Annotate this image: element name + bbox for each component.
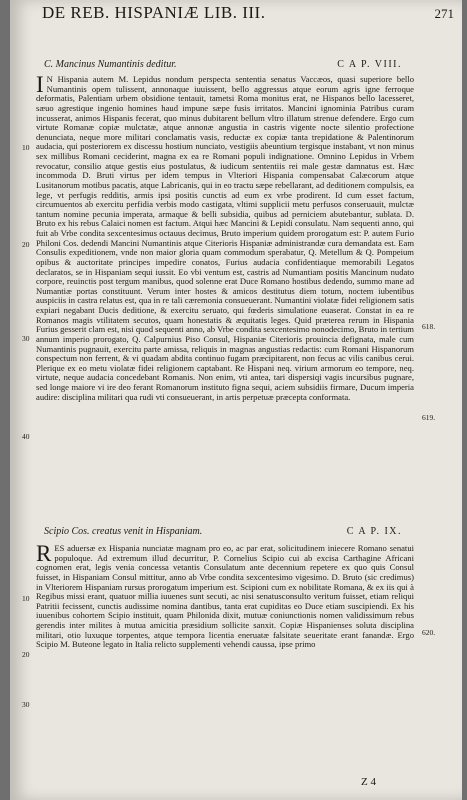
running-head [42,3,454,25]
margin-line-number: 10 [22,594,30,603]
margin-line-number: 30 [22,334,30,343]
chapter-number: C A P. VIII. [337,59,402,70]
chapter-heading-9 [44,526,402,540]
chapter-text-9 [36,544,414,770]
chapter-text-8 [36,75,414,511]
book-page [10,0,462,800]
chapter-subtitle: C. Mancinus Numantinis deditur. [44,59,177,70]
drop-initial: I [36,75,44,97]
margin-line-number: 20 [22,240,30,249]
page-number: 271 [434,6,454,21]
chapter-heading-8 [44,59,402,73]
chapter-paragraph: ES aduersæ ex Hispania nunciatæ magnam pro eo, ac par erat, solicitudinem iniecere Romano senatui populoque. Ad extremum illud decurritur, P. Cornelius Scipio cui ab excisa Carthagine Africani cognomen erat, legis venia concessa vetantis Consulatum ante decennium repetere ex quo quis Consul fuisset, in Hispaniam Consul mittitur, anno ab Vrbe condita sexcentesimo vigesimo. D. Bruto (sic credimus) in Vlteriorem Hispaniam rursus prorogatum imperium est. Scipioni cum ex nobilitate Romana, & ex iis qui à Regibus missi erant, quatuor millia iuuenes sunt secuti, ac nisi senatusconsulto veritum fuisset, etiam reliqui Patritii fecissent, cunctis audissime nomina dantibus, tanta erat cupiditas eo Duce etiam suscipiendi. Ex his iuuenibus cohortem Scipio instituit, quam Philonida dixit, mutuæ coniunctionis nomen validissimum rebus gerendis inter milites à mutua amicitia præsidium sollicite sanxit. Copiæ Hispanienses soluta disciplina militari, otio luxuque torpentes, atque tempora licentia eneruatæ falsitate seueritate erant fanandæ. Ergo Scipio M. Buteone legato in Italia relicto supplementi vehendi caussa, ipse primo [36,544,414,650]
drop-initial: R [36,544,52,566]
signature-mark: Z 4 [361,776,376,788]
margin-year-note: 620. [422,628,436,637]
margin-line-number: 30 [22,700,30,709]
running-head-title: DE REB. HISPANIÆ LIB. III. [42,3,266,22]
chapter-subtitle: Scipio Cos. creatus venit in Hispaniam. [44,526,203,537]
margin-line-number: 10 [22,143,30,152]
chapter-paragraph: N Hispania autem M. Lepidus nondum perspecta sententia senatus Vaccæos, quasi superiore bello Numantinis opem tulissent, annonaque iuuissent, bello aggressus atque eorum agris igne ferroque deformatis, Palentiam urbem obsidione tentauit, tametsi Roma monitus erat, ne Hispanos bello lacesseret, sæuo agrestique ingenio homines haud impune sæpe fusis irritatos. Mancini ignominia Patribus curam incusserat, animos Hispanis fecerat, quo minus dubitarent bellum vltro illatum strenue defendere. Ergo cum virtute Romanæ copiæ mulctatæ, atque annonæ angustia in castris vigente nocte silentio profectione denunciata, neque more militari conclamatis vasis, reductæ ex copiæ tanta trepidatione & Palentinorum audacia, qui posteriorem ex discessu hostium nunciato, vestigiis abeuntium tergisque instabant, vt non minus sex millibus Romani ceciderint, magna ex ea re Romani populi indignatione. Omnino Lepidus in Vrbem revocatur, consilio atque gestis eius postulatus, & iudicum sententiis rei male gestæ damnatus est. Hæc incommoda D. Bruti virtus per idem tempus in Vlteriori Hispania compensabat Calæcorum atque Lusitanorum motibus pacatis, atque Labricanis, qui in eo tractu sæpe rebellarant, ad deditionem compulsis, ea lege, vt perfugis redditis, armis ipsi positis cunctis ad eum ex vrbe prodirent. Id cum esset factum, circumuentos ab exercitu perfidia verbis modo castigata, vltimi supplicii metu perfusos conseruauit, mulctæ tantum nomine pecunia imperata, armaque & belli subsidia, quibus ad perniciem abutebantur, sublata. D. Bruto ex his rebus Calaici nomen est factum. Atqui hæc Mancini & Lepidi consulatu. Nam sequenti anno, qui fuit ab Vrbe condita sexcentesimus octauus decimus, Bruto imperium quidem prorogatum est: P. autem Furio Philoni Cos. dedendi Mancini Numantinis atque Citerioris Hispaniæ administrandæ cura demandata est. Eam Consulis expeditionem, vnde non maior gloria quam commodum sperabatur, Q. Metellum & Q. Pompeium opibus & auctoritate principes impedire conatos, Furius audacia confidentiaque memorabili Legatos declaratos, se in Hispaniam sequi iussit. Eo vbi ventum est, castris ad Numantiam positis Mancinum nudato corpore, reuinctis post tergum manibus, quod solenne erat Duce Romano hostibus dedendo, summo mane ad Numantiæ portas constituunt. Verum inter hostes & amicos destitutus diem totum, noctem iubentibus auspiciis in castra relatus est, qua in re tali cæremonia consueuerant. Numantini violatæ fidei religionem satis expiari negabant Ducis deditione, & exercitu seruato, qui fœderis simulatione euaserat. Constat in ea re Romanos magis vtilitatem secutos, quam honestatis & æquitatis leges. Quid præterea rerum in Hispania Furius gesserit clam est, nisi quod sequenti anno, ab Vrbe condita sexcentesimo nonodecimo, Bruto in tertium annum imperio prorogato, Q. Calpurnius Piso Consul, Hispaniæ Citerioris prouincia defignata, male cum Numantinis pugnauit, exercitu parte amissa, reliquis in magnas angustias redactis: cum Romani Hispanorum conspectum non ferrent, & vi quadam abdita continuo fugam præcipitarent, non fecus ac vilis canibus cerui. Plerique ex eo metu violatæ fidei religionem captabant. Re Hispani neq. virium armorum eo tempore, neq. virtute, neque audacia concedebant Romanis. Non enim, vti antea, tari dispersiqi vagis incursibus pugnare, sed longe maiore vi ire deo ferant Romanorum instituto figna sequi, aciem subsidiis firmare, Ducum imperia audire: disciplina militari qua rudi vti consueuerant, in artis perpetuæ præcepta conformata. [36,75,414,402]
chapter-number: C A P. IX. [346,526,402,537]
margin-year-note: 618. [422,322,436,331]
margin-year-note: 619. [422,413,436,422]
margin-line-number: 40 [22,432,30,441]
margin-line-number: 20 [22,650,30,659]
